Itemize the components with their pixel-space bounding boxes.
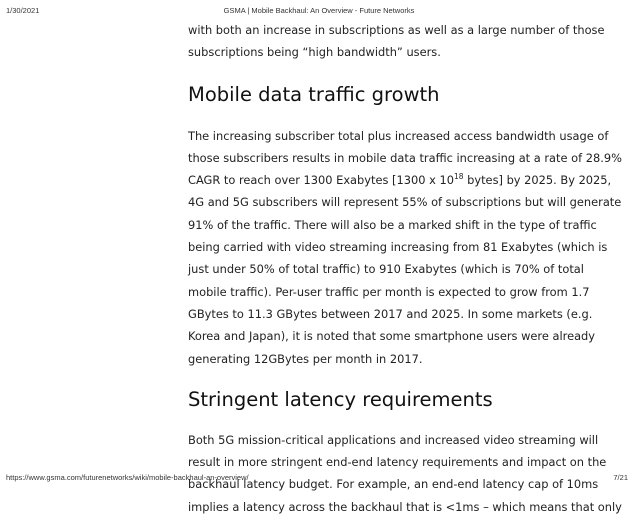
mobile-data-paragraph [188, 125, 622, 370]
exponent: 18 [453, 172, 464, 182]
print-footer [0, 473, 638, 483]
paragraph-line: 91% of the traffic. There will also be a marked shift in the type of traffic [188, 217, 597, 232]
line-text: bytes] by 2025. By 2025, [463, 173, 612, 188]
paragraph-line: implies a latency across the backhaul that is <1ms – which means that only [188, 499, 622, 514]
paragraph-line: backhaul latency budget. For example, an end-end latency cap of 10ms [188, 477, 599, 492]
intro-line: subscriptions being “high bandwidth” users. [188, 45, 441, 60]
intro-paragraph [188, 19, 613, 64]
paragraph-line: Both 5G mission-critical applications and increased video streaming will [188, 432, 599, 447]
paragraph-line: GBytes to 11.3 GBytes between 2017 and 2025. In some markets (e.g. [188, 306, 593, 321]
paragraph-line: being carried with video streaming increasing from 81 Exabytes (which is [188, 240, 608, 255]
print-header-date: 1/30/2021 [6, 6, 40, 15]
print-header-title: GSMA | Mobile Backhaul: An Overview - Future Networks [223, 6, 415, 15]
paragraph-line: generating 12GBytes per month in 2017. [188, 351, 423, 366]
section-heading-stringent-latency-requirements: Stringent latency requirements [188, 387, 493, 411]
intro-line: with both an increase in subscriptions as well as a large number of those [188, 23, 605, 37]
paragraph-line: just under 50% of total traffic) to 910 Exabytes (which is 70% of total [188, 262, 584, 277]
paragraph-line: Korea and Japan), it is noted that some smartphone users were already [188, 329, 596, 344]
line-text: CAGR to reach over 1300 Exabytes [1300 x 10 [188, 173, 454, 188]
print-footer-page-number: 7/21 [613, 473, 628, 482]
section-heading-mobile-data-traffic-growth: Mobile data traffic growth [188, 82, 440, 106]
paragraph-line: result in more stringent end-end latency requirements and impact on the [188, 455, 607, 470]
paragraph-line: mobile traffic). Per-user traffic per month is expected to grow from 1.7 [188, 284, 590, 299]
paragraph-line-with-exponent [188, 169, 613, 191]
print-header [0, 6, 638, 16]
paragraph-line: The increasing subscriber total plus increased access bandwidth usage of [188, 128, 609, 143]
print-footer-url[interactable]: https://www.gsma.com/futurenetworks/wiki/mobile-backhaul-an-overview/ [6, 473, 249, 482]
paragraph-line: those subscribers results in mobile data traffic increasing at a rate of 28.9% [188, 150, 622, 165]
paragraph-line: 4G and 5G subscribers will represent 55% of subscriptions but will generate [188, 195, 622, 210]
